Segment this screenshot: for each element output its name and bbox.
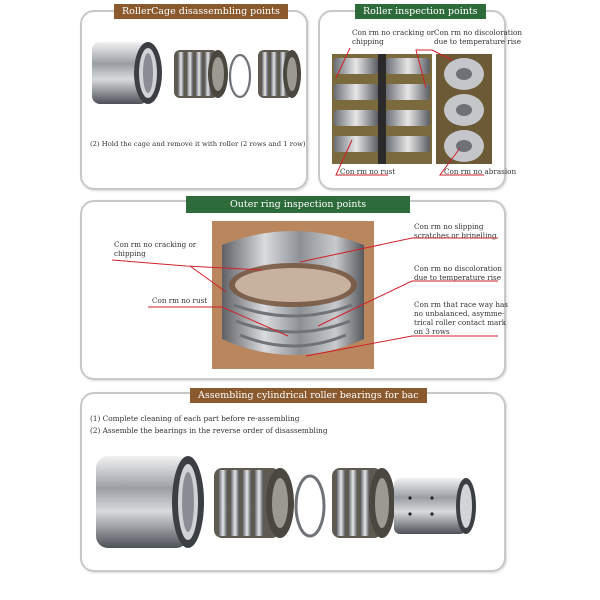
disassembly-caption: (2) Hold the cage and remove it with roller (2 rows and 1 row) (90, 140, 306, 148)
outer-ring-part (92, 42, 162, 104)
assembly-outer-ring (96, 456, 204, 548)
disassembly-title: RollerCage disassembling points (114, 4, 288, 19)
snap-ring-part (230, 55, 250, 97)
assembly-cage-one-row (332, 468, 395, 538)
outer-note-race-way: Con rm that race way has no unbalanced, asymme- trical roller contact mark on 3 rows (414, 300, 508, 336)
outer-note-no-discoloration: Con rm no discoloration due to temperature rise (414, 264, 502, 282)
assembling-title: Assembling cylindrical roller bearings for bac (190, 388, 427, 403)
assembling-step-2: (2) Assemble the bearings in the reverse order of disassembling (90, 426, 328, 435)
roller-note-no-rust: Con rm no rust (340, 167, 396, 176)
outer-note-no-cracking: Con rm no cracking or chipping (114, 240, 197, 258)
disassembly-illustration (88, 36, 302, 112)
outer-title: Outer ring inspection points (186, 196, 410, 213)
roller-note-no-cracking: Con rm no cracking or chipping (352, 28, 435, 46)
outer-ring-photo (212, 221, 374, 369)
assembled-bearing (394, 478, 476, 534)
assembly-snap-ring (296, 476, 324, 536)
outer-note-no-rust: Con rm no rust (152, 296, 208, 305)
assembling-step-1: (1) Complete cleaning of each part before re-assembling (90, 414, 300, 423)
assembly-cage-two-rows (214, 468, 294, 538)
roller-cage-one-row (258, 50, 301, 98)
roller-note-no-discoloration: Con rm no discoloration due to temperature rise (434, 28, 522, 46)
roller-cage-two-rows (174, 50, 228, 98)
roller-note-no-abrasion: Con rm no abrasion (444, 167, 517, 176)
roller-cage-photo (332, 54, 432, 164)
outer-note-no-slipping: Con rm no slipping scratches or brinelling (414, 222, 497, 240)
roller-ends-photo (436, 54, 492, 164)
assembling-illustration (92, 448, 496, 556)
roller-title: Roller inspection points (355, 4, 486, 19)
